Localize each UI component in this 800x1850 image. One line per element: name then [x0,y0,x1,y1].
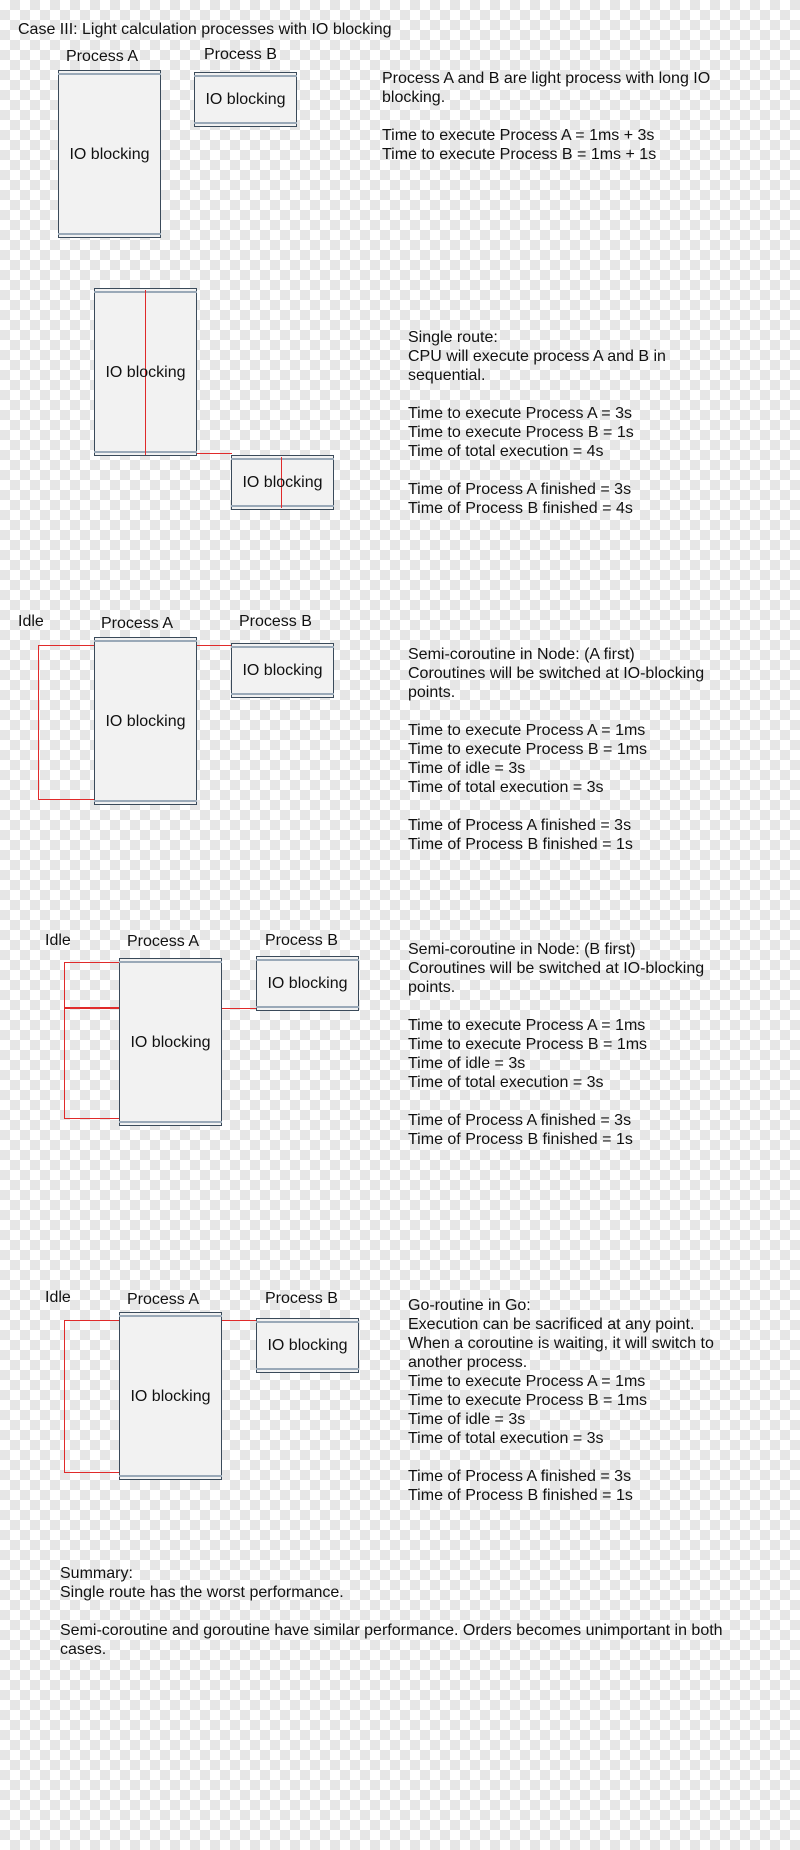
go-process-b-block [256,1318,359,1373]
summary-line [60,1602,750,1621]
summary-line: Semi-coroutine and goroutine have similar performance. Orders becomes unimportant in both cases. [60,1622,723,1658]
go-idle-red-path [64,1320,122,1473]
go-description [408,1296,728,1505]
single-process-b-block [231,455,334,510]
summary [60,1564,750,1659]
semi-b-line: Semi-coroutine in Node: (B first) [408,941,636,958]
semi-a-process-a-block [94,637,197,805]
semi-a-line: Time of total execution = 3s [408,779,604,796]
semi-a-line: Time of Process A finished = 3s [408,817,632,834]
io-blocking-label: IO blocking [242,474,323,491]
process-a-label: Process A [101,615,174,632]
io-blocking-label: IO blocking [105,712,186,730]
go-process-a-block [119,1312,222,1480]
semi-b-description [408,940,708,1149]
process-a-label: Process A [66,48,139,65]
io-blocking-label: IO blocking [267,1337,348,1354]
semi-b-line: Time to execute Process A = 1ms [408,1017,646,1034]
single-line [408,385,708,404]
intro-line [382,107,732,126]
io-blocking-label: IO blocking [205,91,286,108]
single-line [408,461,708,480]
single-line: Single route: [408,329,498,346]
go-line: Time of Process B finished = 1s [408,1487,633,1504]
semi-b-line [408,1092,708,1111]
semi-a-line: Time to execute Process B = 1ms [408,741,648,758]
semi-a-process-b-block [231,643,334,698]
semi-a-line: Time of idle = 3s [408,760,526,777]
go-line: Time to execute Process A = 1ms [408,1373,646,1390]
semi-b-line: Time of idle = 3s [408,1055,526,1072]
go-line: Go-routine in Go: [408,1297,531,1314]
semi-a-line [408,702,708,721]
process-b-label: Process B [204,46,277,63]
semi-a-line: Semi-coroutine in Node: (A first) [408,646,635,663]
single-route-description [408,328,708,518]
semi-b-line [408,997,708,1016]
io-blocking-label: IO blocking [130,1033,211,1051]
semi-b-idle-red-path-top [64,962,122,1008]
process-b-label: Process B [239,613,312,630]
semi-a-line: Time of Process B finished = 1s [408,836,633,853]
io-blocking-label: IO blocking [69,145,150,163]
single-line: Time to execute Process A = 3s [408,405,632,422]
semi-a-line: Time to execute Process A = 1ms [408,722,646,739]
semi-a-description [408,645,708,854]
io-blocking-label: IO blocking [267,975,348,992]
single-line: Time of total execution = 4s [408,443,604,460]
process-b-label: Process B [265,932,338,949]
go-line: Time of Process A finished = 3s [408,1468,632,1485]
semi-b-idle-red-path-bottom [64,1008,122,1119]
process-a-io-block [58,70,161,238]
idle-label: Idle [18,613,44,630]
idle-label: Idle [45,1289,71,1306]
process-b-io-block [194,72,297,127]
process-a-label: Process A [127,1291,200,1308]
intro-line: Time to execute Process A = 1ms + 3s [382,127,655,144]
semi-b-process-a-block [119,958,222,1126]
process-a-label: Process A [127,933,200,950]
semi-a-idle-red-path [38,645,96,800]
go-line: When a coroutine is waiting, it will switch to another process. [408,1335,714,1371]
summary-heading: Summary: [60,1565,133,1582]
process-b-label: Process B [265,1290,338,1307]
go-line: Time to execute Process B = 1ms [408,1392,648,1409]
io-blocking-label: IO blocking [242,662,323,679]
semi-a-line: Coroutines will be switched at IO-blocking points. [408,665,705,701]
intro-description [382,69,732,164]
single-connector-red-line [197,453,232,454]
semi-b-line: Time of total execution = 3s [408,1074,604,1091]
intro-line: Process A and B are light process with long IO blocking. [382,70,711,106]
semi-b-line: Time of Process B finished = 1s [408,1131,633,1148]
page-title: Case III: Light calculation processes with IO blocking [18,21,392,38]
single-line: Time of Process A finished = 3s [408,481,632,498]
semi-a-line [408,797,708,816]
idle-label: Idle [45,932,71,949]
go-line: Time of total execution = 3s [408,1430,604,1447]
intro-line: Time to execute Process B = 1ms + 1s [382,146,657,163]
semi-b-line: Time of Process A finished = 3s [408,1112,632,1129]
semi-b-line: Coroutines will be switched at IO-blocking points. [408,960,705,996]
io-blocking-label: IO blocking [130,1387,211,1405]
go-line: Execution can be sacrificed at any point. [408,1316,695,1333]
single-line: Time of Process B finished = 4s [408,500,633,517]
single-line: CPU will execute process A and B in sequential. [408,348,666,384]
semi-b-line: Time to execute Process B = 1ms [408,1036,648,1053]
single-line: Time to execute Process B = 1s [408,424,634,441]
summary-line: Single route has the worst performance. [60,1584,344,1601]
go-line: Time of idle = 3s [408,1411,526,1428]
semi-b-process-b-block [256,956,359,1011]
io-blocking-label: IO blocking [105,363,186,381]
go-line [408,1448,728,1467]
